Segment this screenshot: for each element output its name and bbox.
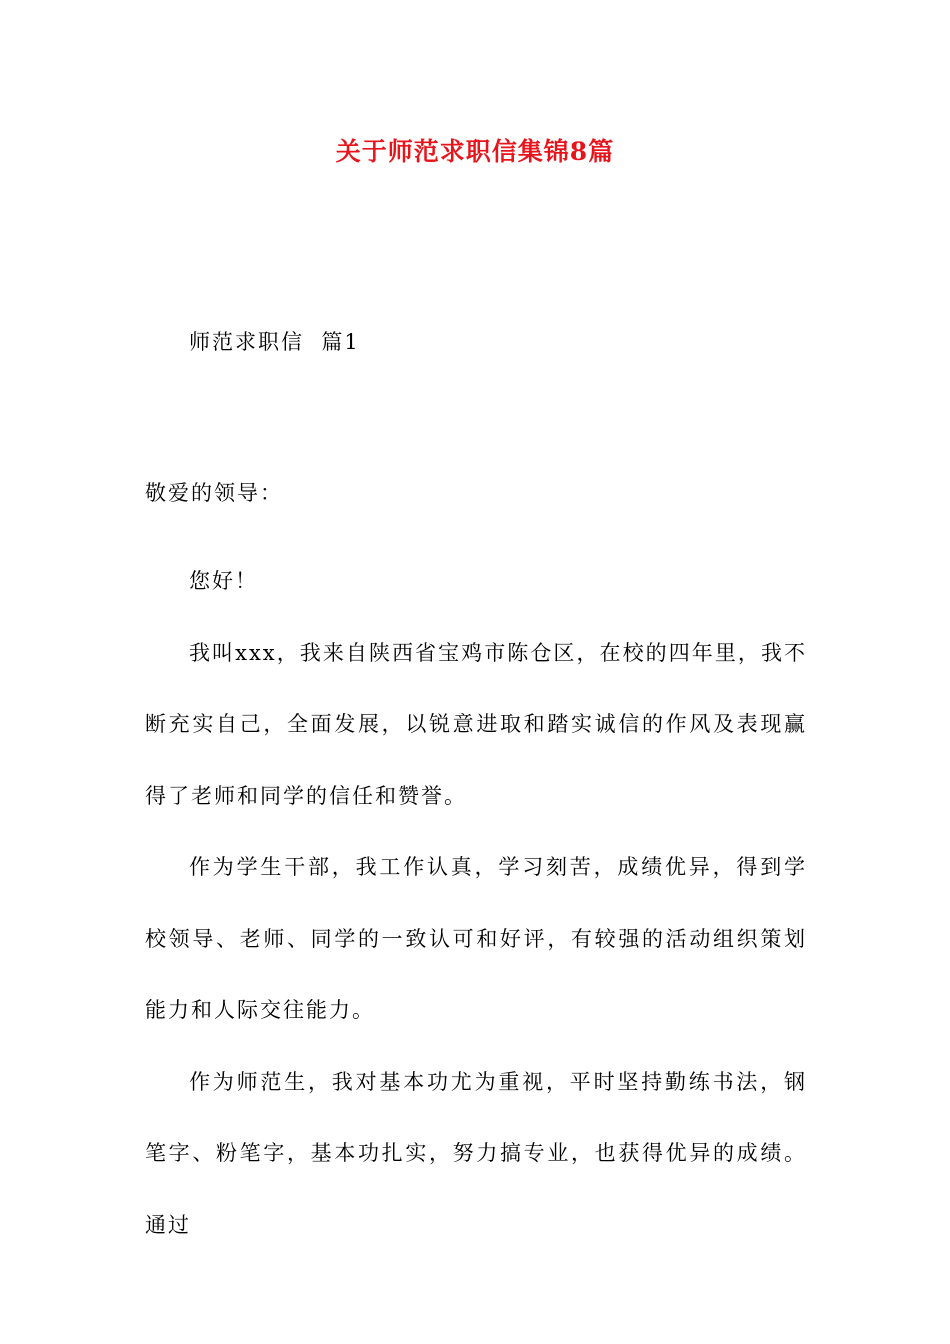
document-title: 关于师范求职信集锦8篇	[335, 137, 615, 166]
salutation: 敬爱的领导：	[145, 481, 283, 505]
section-heading: 师范求职信 篇1	[189, 330, 360, 354]
letter-body	[145, 546, 807, 1261]
paragraph-teaching-skills: 作为师范生，我对基本功尤为重视，平时坚持勤练书法，钢笔字、粉笔字，基本功扎实，努力搞专业，也获得优异的成绩。通过	[145, 1069, 807, 1237]
paragraph-introduction: 我叫xxx，我来自陕西省宝鸡市陈仓区，在校的四年里，我不断充实自己，全面发展，以锐意进取和踏实诚信的作风及表现赢得了老师和同学的信任和赞誉。	[145, 640, 807, 808]
paragraph-student-leader: 作为学生干部，我工作认真，学习刻苦，成绩优异，得到学校领导、老师、同学的一致认可和好评，有较强的活动组织策划能力和人际交往能力。	[145, 855, 807, 1022]
paragraph-greeting: 您好！	[189, 569, 258, 593]
